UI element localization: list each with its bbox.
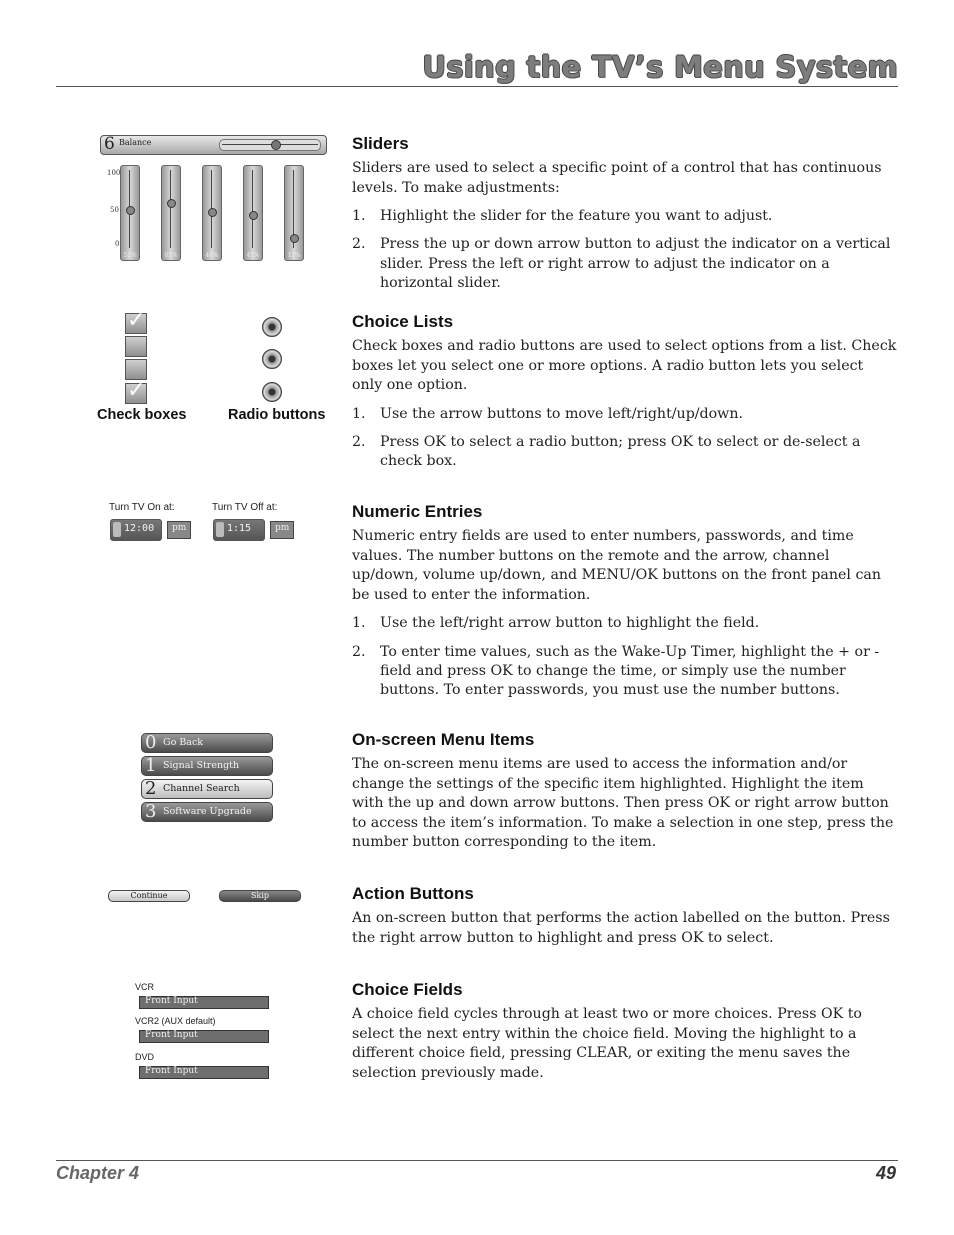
choice-field[interactable] [139, 1066, 269, 1079]
list-item [352, 433, 897, 471]
section-body: The on-screen menu items are used to access the information and/or change the settings of the specific item highlighted. Highlight the item with the up and down arrow buttons. Then press OK or right arrow button to access the item’s information. To make a selection in one step, press the number button corresponding to the item. [352, 756, 894, 851]
turn-off-label: Turn TV Off at: [212, 502, 278, 513]
steps-list [352, 405, 897, 472]
turn-off-ampm-field[interactable] [270, 521, 294, 539]
page-number: 49 [875, 1163, 896, 1183]
vertical-slider[interactable] [120, 165, 140, 261]
section-choice-lists [352, 312, 897, 480]
slider-knob[interactable] [271, 140, 281, 150]
vslider-percent: 48% [205, 252, 219, 259]
section-action-buttons [352, 884, 897, 957]
list-item [352, 207, 897, 226]
choice-field-label: DVD [135, 1052, 155, 1062]
menu-item-label: Signal Strength [163, 760, 240, 771]
balance-slider[interactable] [100, 135, 327, 155]
steps-list [352, 614, 897, 700]
section-intro: Numeric entry fields are used to enter numbers, passwords, and time values. The number buttons on the remote and the arrow, channel up/down, volume up/down, and MENU/OK buttons on the front panel can be used to enter the information. [352, 528, 882, 603]
vslider-knob[interactable] [167, 199, 176, 208]
radio-button[interactable] [262, 349, 282, 369]
turn-on-time-field[interactable] [110, 519, 162, 541]
steps-list [352, 207, 897, 293]
section-body: An on-screen button that performs the action labelled on the button. Press the right arrow button to highlight and press OK to select. [352, 910, 890, 946]
continue-button[interactable]: Continue [108, 890, 190, 902]
vslider-percent: 45% [246, 252, 260, 259]
vertical-slider[interactable] [243, 165, 263, 261]
check-mark-icon: ✓ [127, 308, 146, 333]
footer-chapter: Chapter 4 [56, 1163, 140, 1183]
slider-track [219, 139, 321, 151]
page-title: Using the TV’s Menu System [422, 50, 898, 84]
scale-label-bottom: 0 [115, 240, 120, 248]
section-heading: Choice Fields [352, 980, 463, 999]
spinner-icon [216, 522, 224, 537]
footer-rule [56, 1160, 898, 1161]
menu-item-label: Channel Search [163, 783, 240, 794]
section-heading: Numeric Entries [352, 502, 483, 521]
menu-item-signal-strength[interactable] [141, 756, 273, 776]
scale-label-mid: 50 [110, 206, 119, 214]
slider-label: Balance [119, 138, 152, 147]
turn-on-time-value: 12:00 [124, 523, 155, 534]
step-text: Press OK to select a radio button; press OK to select or de-select a check box. [380, 433, 861, 470]
vertical-slider[interactable] [161, 165, 181, 261]
checkbox[interactable] [125, 336, 147, 357]
step-number: 1. [352, 208, 366, 225]
check-mark-icon: ✓ [127, 378, 146, 403]
section-numeric-entries [352, 502, 897, 709]
vslider-percent: 51% [123, 252, 137, 259]
section-body: A choice field cycles through at least two or more choices. Press OK to select the next entry within the choice field. Moving the highlight to a different choice field, pressing CLEAR, or exiting the menu saves the selection previously made. [352, 1006, 862, 1081]
section-heading: Sliders [352, 134, 409, 153]
vertical-slider[interactable] [202, 165, 222, 261]
list-item [352, 405, 897, 424]
turn-off-time-field[interactable] [213, 519, 265, 541]
menu-item-number: 2 [145, 778, 157, 799]
title-rule [56, 86, 898, 87]
choice-field-value: Front Input [145, 1066, 198, 1076]
section-heading: Choice Lists [352, 312, 454, 331]
section-heading: Action Buttons [352, 884, 474, 903]
vslider-line [252, 170, 253, 248]
menu-item-number: 1 [145, 755, 157, 776]
menu-item-number: 0 [145, 732, 157, 753]
radio-buttons-caption: Radio buttons [228, 407, 326, 423]
choice-field-value: Front Input [145, 996, 198, 1006]
turn-off-time-value: 1:15 [227, 523, 252, 534]
radio-button[interactable] [262, 317, 282, 337]
step-number: 1. [352, 405, 366, 422]
slider-number: 6 [104, 134, 115, 154]
vslider-percent: 61% [164, 252, 178, 259]
spinner-icon [113, 522, 121, 537]
checkbox[interactable] [125, 378, 147, 404]
step-number: 2. [352, 236, 366, 253]
step-text: Highlight the slider for the feature you want to adjust. [380, 208, 773, 225]
vslider-line [170, 170, 171, 248]
turn-on-label: Turn TV On at: [109, 502, 175, 513]
list-item [352, 614, 897, 633]
step-text: Use the arrow buttons to move left/right/up/down. [380, 405, 743, 422]
vertical-slider[interactable] [284, 165, 304, 261]
menu-item-software-upgrade[interactable] [141, 802, 273, 822]
vslider-knob[interactable] [208, 208, 217, 217]
turn-on-ampm-value: pm [172, 523, 187, 533]
section-choice-fields [352, 980, 897, 1092]
check-boxes-caption: Check boxes [97, 407, 187, 423]
section-heading: On-screen Menu Items [352, 730, 535, 749]
menu-item-label: Software Upgrade [163, 806, 252, 817]
step-number: 2. [352, 433, 366, 450]
step-number: 1. [352, 615, 366, 632]
menu-item-channel-search[interactable] [141, 779, 273, 799]
list-item [352, 235, 897, 293]
turn-off-ampm-value: pm [275, 523, 290, 533]
step-text: To enter time values, such as the Wake-Up Timer, highlight the + or - field and press OK to change the time, or simply use the number buttons. To enter passwords, you must use the number buttons. [380, 643, 880, 698]
section-intro: Sliders are used to select a specific point of a control that has continuous levels. To make adjustments: [352, 160, 882, 196]
checkbox[interactable] [125, 308, 147, 334]
checkbox[interactable] [125, 359, 147, 380]
section-intro: Check boxes and radio buttons are used to select options from a list. Check boxes let you select one or more options. A radio button lets you select only one option. [352, 338, 897, 394]
list-item [352, 643, 897, 701]
menu-item-number: 3 [145, 801, 157, 822]
vslider-knob[interactable] [290, 234, 299, 243]
section-sliders [352, 134, 897, 302]
vslider-knob[interactable] [249, 211, 258, 220]
step-text: Press the up or down arrow button to adjust the indicator on a vertical slider. Press the left or right arrow to adjust the indicator on a horizontal slider. [380, 236, 891, 291]
choice-field[interactable] [139, 996, 269, 1009]
radio-button[interactable] [262, 382, 282, 402]
vslider-percent: 13% [287, 252, 301, 259]
step-number: 2. [352, 643, 366, 660]
choice-field-label: VCR2 (AUX default) [135, 1016, 216, 1026]
scale-label-top: 100 [107, 169, 121, 177]
choice-field-value: Front Input [145, 1030, 198, 1040]
menu-item-label: Go Back [163, 737, 204, 748]
choice-field-label: VCR [135, 982, 155, 992]
step-text: Use the left/right arrow button to highlight the field. [380, 615, 760, 632]
skip-button[interactable]: Skip [219, 890, 301, 902]
choice-field[interactable] [139, 1030, 269, 1043]
menu-item-go-back[interactable] [141, 733, 273, 753]
vslider-knob[interactable] [126, 206, 135, 215]
turn-on-ampm-field[interactable] [167, 521, 191, 539]
section-menu-items [352, 730, 897, 862]
